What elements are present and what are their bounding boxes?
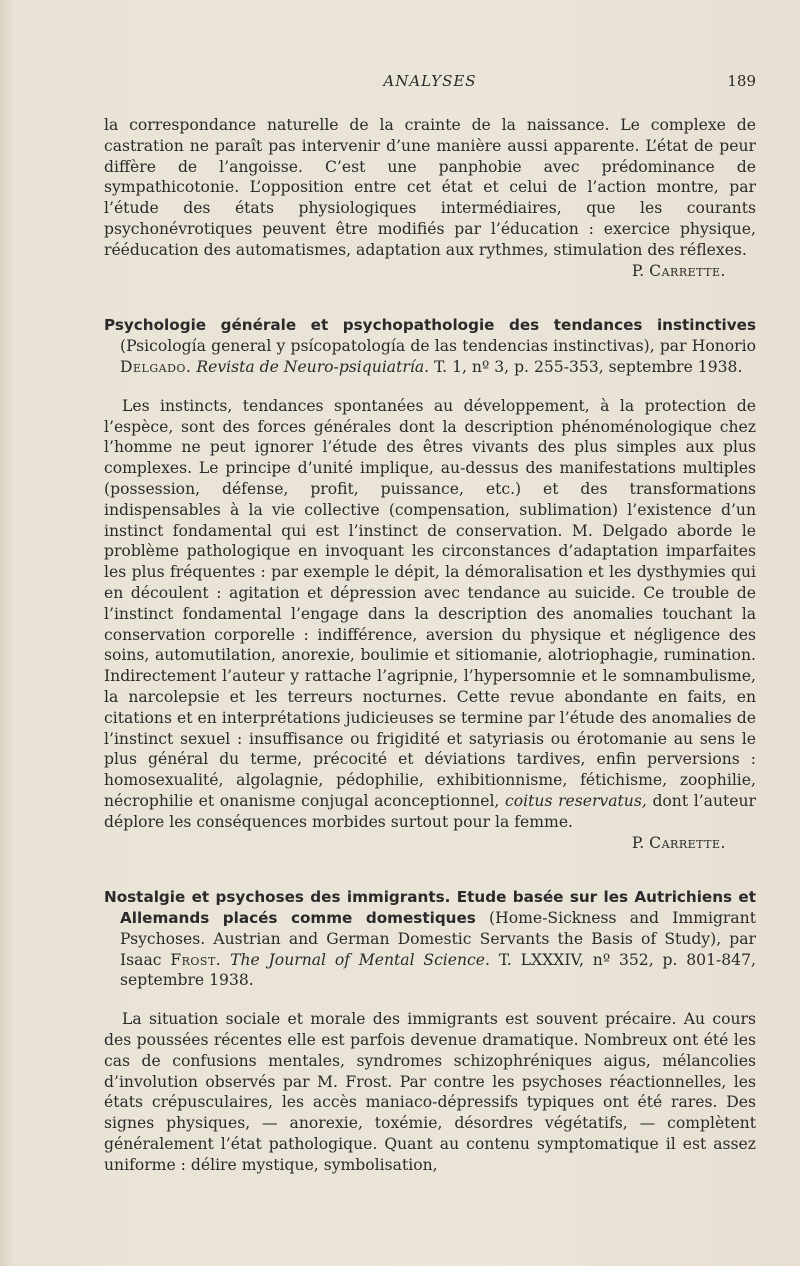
running-head-title: ANALYSES — [383, 72, 477, 90]
entry-1-journal: Revista de Neuro-psiquiatría. — [196, 357, 430, 376]
paragraph-2 — [104, 396, 756, 833]
entry-2-author: Frost. — [170, 950, 222, 969]
running-head — [104, 72, 756, 94]
paragraph-1: la correspondance naturelle de la crainte de la naissance. Le complexe de castration ne paraît pas intervenir d’une manière aussi apparente. L’état de peur diffère de l’angoisse. C’est une panphobie avec prédominance de sympathicotonie. L’opposition entre cet état et celui de l’action montre, par l’étude des états physiologiques intermédiaires, que les courants psychonévrotiques peuvent être modifiés par l’éducation : exercice physique, rééducation des automatismes, adaptation aux rythmes, stimulation des réflexes. — [104, 116, 756, 259]
signature-1-initial: P. — [631, 261, 645, 280]
paragraph-2-text-a: Les instincts, tendances spontanées au développement, à la protection de l’espèce, sont des forces générales dont la description phénoménologique chez l’homme ne peut ignorer l’étude des êtres vivants des plus simples aux plus complexes. Le principe d’unité implique, au-dessus des manifestations multiples (possession, défense, profit, puissance, etc.) et des transformations indispensables à la vie collective (compensation, sublimation) l’existence d’un instinct fondamental qui est l’instinct de conservation. M. Delgado aborde le problème pathologique en invoquant les circonstances d’adaptation imparfaites les plus fréquentes : par exemple le dépit, la démoralisation et les dysthymies qui en découlent : agitation et dépression avec tendance au suicide. Ce trouble de l’instinct fondamental l’engage dans la description des anomalies touchant la conservation corporelle : indifférence, aversion du physique et négligence des soins, automutilation, anorexie, boulimie et sitiomanie, alotriophagie, rumination. Indirectement l’auteur y rattache l’agripnie, l’hypersomnie et le somnambulisme, la narcolepsie et les terreurs nocturnes. Cette revue abondante en faits, en citations et en interprétations judicieuses se termine par l’étude des anomalies de l’instinct sexuel : insuffisance ou frigidité et satyriasis ou érotomanie au sens le plus général du terme, précocité et déviations tardives, enfin perversions : homosexualité, algolagnie, pédophilie, exhibitionnisme, fétichisme, zoophilie, nécrophilie et onanisme conjugal aconceptionnel, — [104, 396, 756, 810]
entry-1-subtitle: (Psicología general y psícopatología de las tendencias instinctivas), par Honorio — [120, 337, 756, 356]
signature-2-name: Carrette. — [649, 833, 726, 852]
entry-2-heading — [104, 887, 756, 991]
paragraph-3: La situation sociale et morale des immigrants est souvent précaire. Au cours des poussées récentes elle est parfois devenue dramatique. Nombreux ont été les cas de confusions mentales, syndromes schizophréniques aigus, mélancolies d’involution observés par M. Frost. Par contre les psychoses réactionnelles, les états crépusculaires, les accès maniaco-dépressifs typiques ont été rares. Des signes physiques, — anorexie, toxémie, désordres végétatifs, — complètent généralement l’état pathologique. Quant au contenu symptomatique il est assez uniforme : délire mystique, symbolisation, — [104, 1010, 756, 1174]
paragraph-2-text-b: dont l’auteur déplore les conséquences morbides surtout pour la femme. — [104, 791, 757, 831]
paragraph-2-italic: coitus reservatus, — [505, 791, 647, 810]
article-body — [104, 115, 756, 1176]
signature-1 — [104, 261, 756, 282]
entry-1-details: T. 1, nº 3, p. 255-353, septembre 1938. — [434, 357, 743, 376]
entry-1-title: Psychologie générale et psychopathologie des tendances instinctives — [104, 316, 756, 335]
entry-2-title: Nostalgie et psychoses des immigrants. Etude basée sur les Autrichiens et Allemands placés comme domestiques — [104, 888, 756, 928]
entry-2-details: T. LXXXIV, nº 352, p. 801-847, septembre 1938. — [120, 950, 756, 990]
page-number: 189 — [727, 72, 756, 90]
entry-2-journal: The Journal of Mental Science. — [230, 950, 490, 969]
entry-1-author: Delgado. — [120, 357, 192, 376]
entry-2-subtitle: (Home-Sickness and Immigrant Psychoses. Austrian and German Domestic Servants the Basis of Study), par Isaac — [120, 909, 756, 969]
signature-2-initial: P. — [631, 833, 645, 852]
signature-2 — [104, 833, 756, 854]
entry-1-heading — [104, 315, 756, 377]
signature-1-name: Carrette. — [649, 261, 726, 280]
